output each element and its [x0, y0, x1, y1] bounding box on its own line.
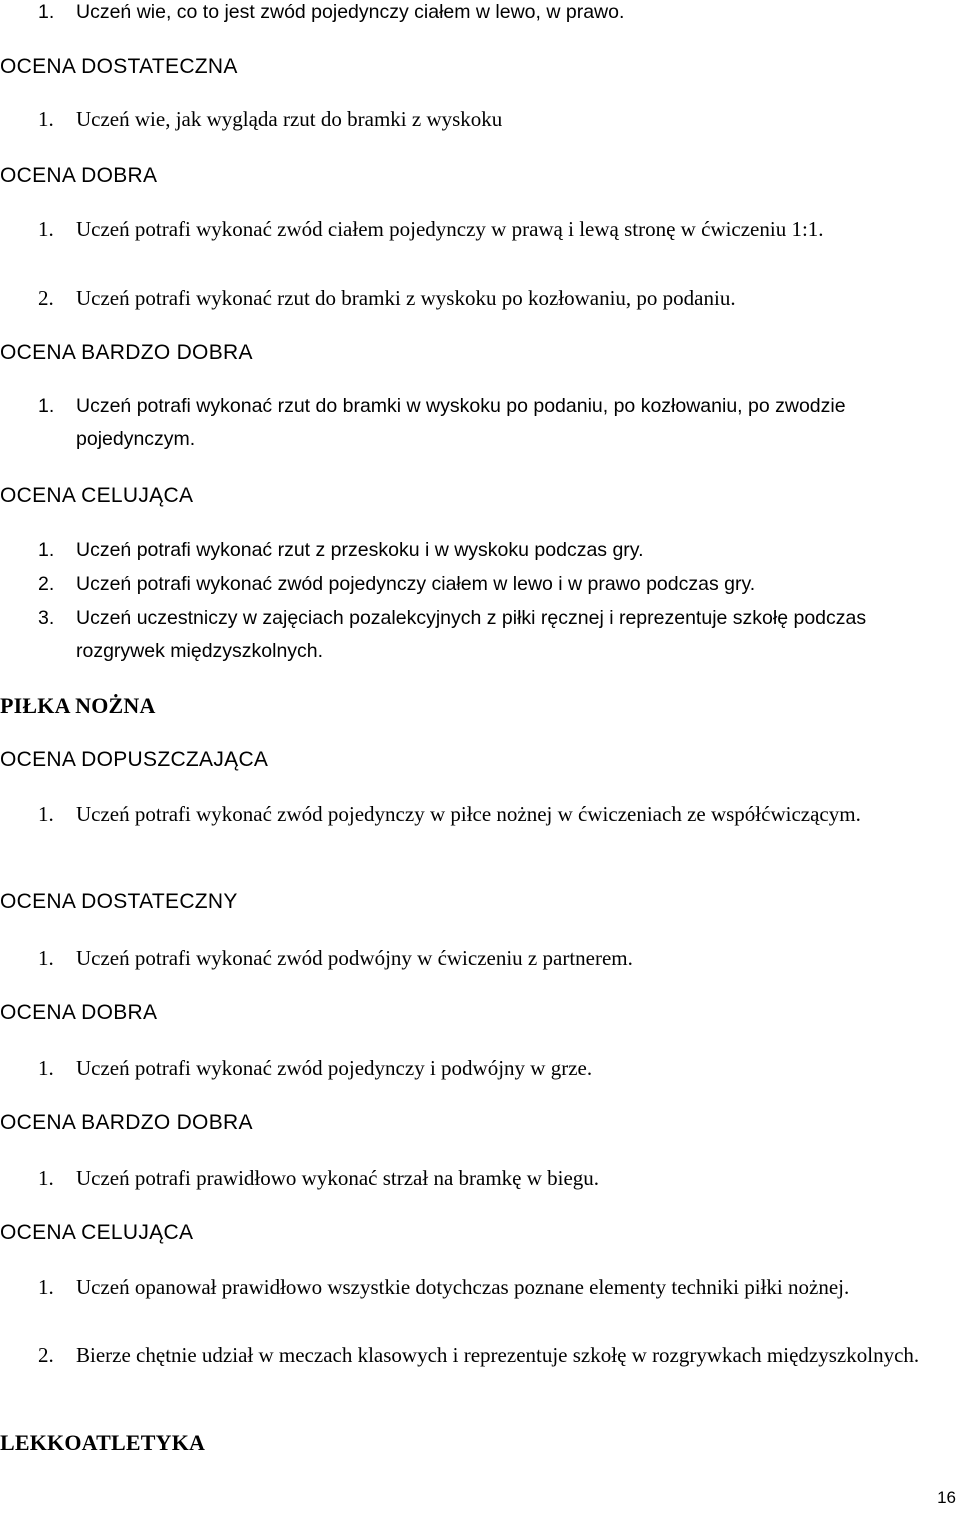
- list-number: 1.: [38, 107, 54, 131]
- section-heading: OCENA CELUJĄCA: [0, 484, 194, 507]
- list-text: Uczeń wie, jak wygląda rzut do bramki z wyskoku: [76, 107, 503, 131]
- list-number: 1.: [38, 1056, 54, 1080]
- list-text: Uczeń potrafi wykonać zwód pojedynczy i podwójny w grze.: [76, 1056, 593, 1080]
- list-text: Uczeń potrafi wykonać zwód pojedynczy w piłce nożnej w ćwiczeniach ze współćwiczącym.: [76, 802, 861, 826]
- section-heading: OCENA CELUJĄCA: [0, 1221, 194, 1244]
- list-number: 2.: [38, 286, 54, 310]
- list-text: Uczeń potrafi wykonać zwód podwójny w ćwiczeniu z partnerem.: [76, 946, 633, 970]
- list-number: 1.: [38, 1275, 54, 1299]
- list-number: 1.: [38, 217, 54, 241]
- list-number: 1.: [38, 946, 54, 970]
- list-text: Uczeń wie, co to jest zwód pojedynczy ciałem w lewo, w prawo.: [76, 1, 625, 23]
- list-number: 2.: [38, 1343, 54, 1367]
- list-text: Uczeń potrafi wykonać zwód ciałem pojedynczy w prawą i lewą stronę w ćwiczeniu 1:1.: [76, 217, 824, 241]
- list-number: 1.: [38, 1166, 54, 1190]
- section-title: PIŁKA NOŻNA: [0, 693, 156, 718]
- section-title: LEKKOATLETYKA: [0, 1430, 206, 1455]
- list-text: Uczeń potrafi wykonać rzut z przeskoku i w wyskoku podczas gry.: [76, 539, 644, 561]
- section-heading: OCENA DOSTATECZNY: [0, 890, 238, 913]
- list-text: Uczeń opanował prawidłowo wszystkie dotychczas poznane elementy techniki piłki nożnej.: [76, 1275, 850, 1299]
- section-heading: OCENA DOSTATECZNA: [0, 55, 238, 78]
- list-text: Uczeń potrafi wykonać rzut do bramki z wyskoku po kozłowaniu, po podaniu.: [76, 286, 736, 310]
- page-number: 16: [937, 1488, 956, 1507]
- list-number: 1.: [38, 802, 54, 826]
- list-text: Uczeń potrafi wykonać rzut do bramki w wyskoku po podaniu, po kozłowaniu, po zwodzie pojedynczym.: [76, 395, 846, 450]
- list-text: Uczeń potrafi wykonać zwód pojedynczy ciałem w lewo i w prawo podczas gry.: [76, 573, 756, 595]
- list-number: 3.: [38, 607, 55, 629]
- section-heading: OCENA BARDZO DOBRA: [0, 1111, 253, 1134]
- list-number: 2.: [38, 573, 55, 595]
- section-heading: OCENA BARDZO DOBRA: [0, 341, 253, 364]
- section-heading: OCENA DOBRA: [0, 1001, 158, 1024]
- list-text: Uczeń potrafi prawidłowo wykonać strzał na bramkę w biegu.: [76, 1166, 600, 1190]
- list-text: Uczeń uczestniczy w zajęciach pozalekcyjnych z piłki ręcznej i reprezentuje szkołę podczas rozgrywek międzyszkolnych.: [76, 607, 867, 662]
- section-heading: OCENA DOPUSZCZAJĄCA: [0, 748, 269, 771]
- list-number: 1.: [38, 539, 55, 561]
- list-number: 1.: [38, 1, 55, 23]
- list-number: 1.: [38, 395, 55, 417]
- section-heading: OCENA DOBRA: [0, 164, 158, 187]
- list-text: Bierze chętnie udział w meczach klasowych i reprezentuje szkołę w rozgrywkach międzyszkolnych.: [76, 1343, 920, 1367]
